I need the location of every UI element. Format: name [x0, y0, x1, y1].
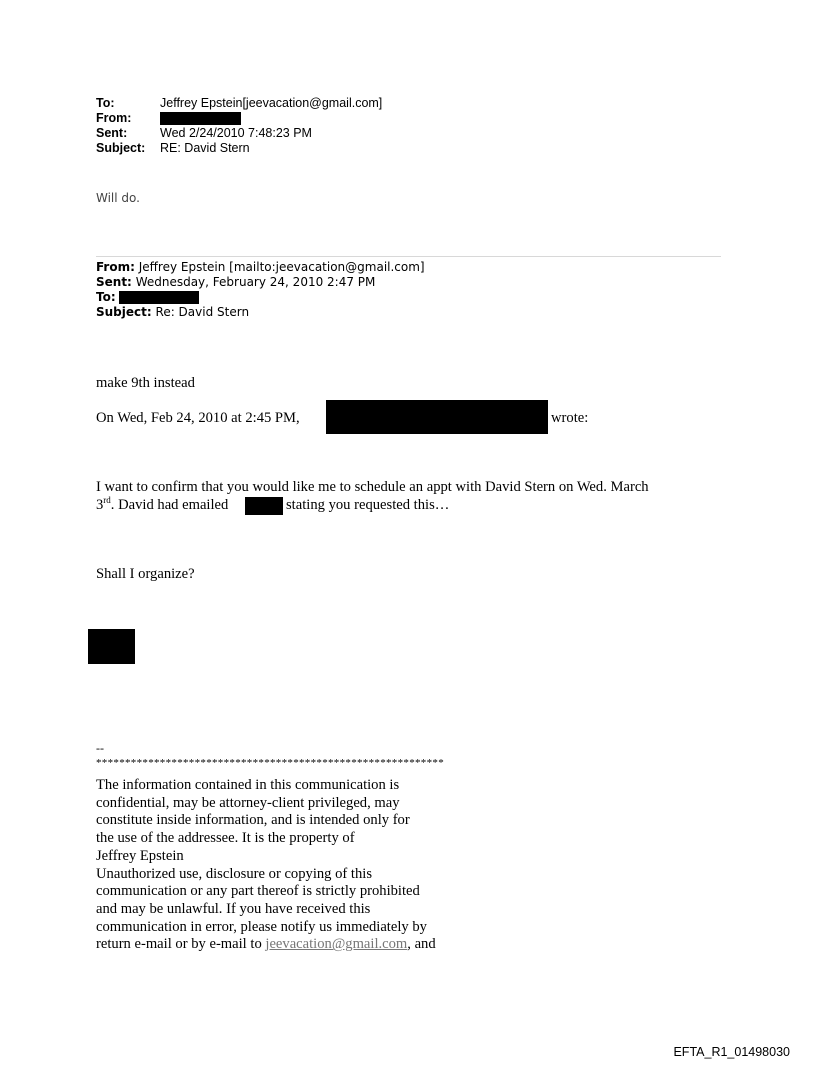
quoted-from-row [96, 260, 425, 275]
from-label: From: [96, 111, 132, 125]
inner-message-line1: I want to confirm that you would like me to schedule an appt with David Stern on Wed. March [96, 479, 649, 495]
sent-row [96, 126, 382, 141]
quoted-header [96, 260, 425, 320]
attribution-prefix: On Wed, Feb 24, 2010 at 2:45 PM, [96, 410, 300, 426]
redaction-block [88, 629, 135, 664]
email-link[interactable]: jeevacation@gmail.com [265, 936, 408, 953]
to-label: To: [96, 96, 115, 110]
reply-body: Will do. [96, 191, 140, 205]
subject-row [96, 141, 382, 156]
attribution-suffix: wrote: [551, 410, 589, 426]
sent-label: Sent: [96, 126, 128, 140]
disclaimer [96, 777, 436, 954]
to-row [96, 96, 382, 111]
document-id: EFTA_R1_01498030 [673, 1045, 790, 1059]
to-value: Jeffrey Epstein[jeevacation@gmail.com] [160, 96, 383, 110]
disclaimer-line: the use of the addressee. It is the property of [96, 830, 355, 847]
quoted-to-row [96, 290, 425, 305]
inner-message-mid: . David had emailed [110, 497, 229, 513]
quoted-sent-label: Sent: [96, 275, 132, 289]
redaction-block [160, 112, 241, 125]
attribution-line [96, 410, 300, 427]
redaction-block [326, 400, 548, 434]
quoted-body: make 9th instead [96, 375, 195, 391]
disclaimer-line: Jeffrey Epstein [96, 847, 184, 864]
signature-stars: ************************************************************ [96, 757, 444, 769]
quoted-sent-row [96, 275, 425, 290]
disclaimer-line: and may be unlawful. If you have received this [96, 900, 371, 917]
from-row [96, 111, 382, 126]
disclaimer-line: communication or any part thereof is strictly prohibited [96, 883, 420, 900]
quoted-sent-value: Wednesday, February 24, 2010 2:47 PM [135, 275, 376, 289]
subject-label: Subject: [96, 141, 146, 155]
redaction-block [245, 497, 283, 515]
disclaimer-line: The information contained in this communication is [96, 777, 400, 793]
subject-value: RE: David Stern [160, 141, 250, 155]
disclaimer-last-suffix: , and [407, 936, 436, 953]
date-number: 3 [96, 497, 104, 513]
quoted-from-label: From: [96, 260, 135, 274]
inner-message-end: stating you requested this… [286, 497, 450, 513]
disclaimer-last-prefix: return e-mail or by e-mail to [96, 936, 266, 953]
quoted-to-label: To: [96, 290, 116, 304]
disclaimer-line: confidential, may be attorney-client privileged, may [96, 794, 400, 811]
quoted-subject-value: Re: David Stern [155, 305, 250, 319]
quote-divider [96, 256, 721, 257]
disclaimer-line: communication in error, please notify us immediately by [96, 918, 427, 935]
quoted-subject-label: Subject: [96, 305, 152, 319]
email-header [96, 96, 382, 156]
quoted-subject-row [96, 305, 425, 320]
redaction-block [119, 291, 199, 304]
disclaimer-line: constitute inside information, and is intended only for [96, 812, 410, 829]
sent-value: Wed 2/24/2010 7:48:23 PM [160, 126, 312, 140]
disclaimer-line: Unauthorized use, disclosure or copying of this [96, 865, 373, 882]
inner-message-line2 [96, 497, 228, 514]
quoted-from-value: Jeffrey Epstein [mailto:jeevacation@gmail.com] [138, 260, 425, 274]
disclaimer-last-line [96, 936, 436, 954]
inner-question: Shall I organize? [96, 566, 195, 582]
signature-dashes: -- [96, 741, 104, 755]
date-suffix: rd [103, 495, 111, 506]
